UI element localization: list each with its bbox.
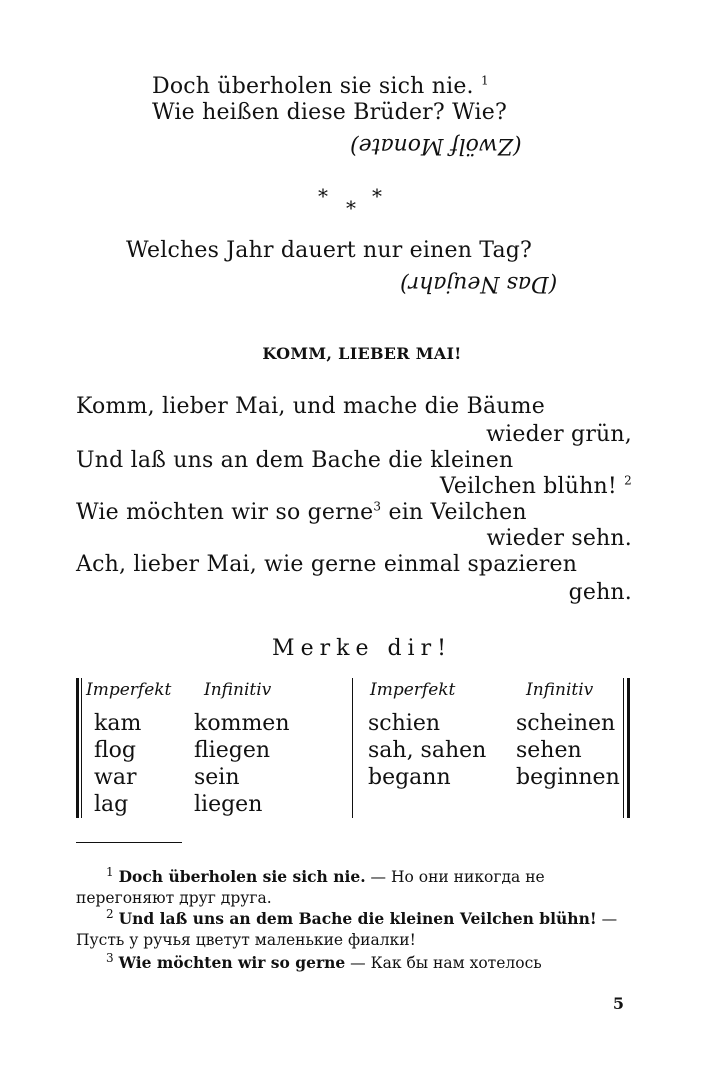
footnote-1-translation: — Но они никогда не перегоняют друг друга. <box>76 868 545 907</box>
separator-star-3: * <box>372 184 382 208</box>
poem-line-3-cont: wieder sehn. <box>486 526 632 551</box>
footnote-2-german: Und laß uns an dem Bache die kleinen Veilchen blühn! <box>118 909 597 928</box>
right-row-3-infinitiv: beginnen <box>516 765 620 790</box>
separator-star-2: * <box>346 196 356 220</box>
merke-heading: Merke dir! <box>272 636 452 661</box>
left-row-3-infinitiv: sein <box>194 765 240 790</box>
footnote-ref-2: 2 <box>624 473 632 488</box>
left-row-1-imperfekt: kam <box>94 711 142 736</box>
page-number: 5 <box>612 994 624 1013</box>
left-row-4-imperfekt: lag <box>94 792 129 817</box>
riddle1-line1 <box>152 74 489 100</box>
footnote-2-translation: — Пусть у ручья цветут маленькие фиалки! <box>76 910 618 949</box>
right-row-1-infinitiv: scheinen <box>516 711 616 736</box>
poem-line-2-cont-text: Veilchen blühn! <box>439 474 617 499</box>
footnote-ref-1: 1 <box>480 73 489 88</box>
table-middle-divider <box>352 678 353 818</box>
verb-table <box>76 678 632 818</box>
right-row-1-imperfekt: schien <box>368 711 441 736</box>
table-left-border <box>76 678 79 818</box>
right-row-2-imperfekt: sah, sahen <box>368 738 487 763</box>
riddle1-line1-text: Doch überholen sie sich nie. <box>152 74 474 99</box>
footnote-1-number: 1 <box>106 864 114 879</box>
poem-line-1: Komm, lieber Mai, und mache die Bäume <box>76 394 545 419</box>
footnote-1 <box>76 866 632 909</box>
poem-line-3 <box>76 500 527 526</box>
poem-line-2: Und laß uns an dem Bache die kleinen <box>76 448 514 473</box>
footnote-ref-3: 3 <box>373 499 382 514</box>
footnote-rule <box>76 842 182 843</box>
table-left-border-thin <box>81 678 82 818</box>
footnote-3-translation: — Как бы нам хотелось <box>345 954 542 972</box>
riddle2-answer-upside-down: (Das Neujahr) <box>400 271 558 296</box>
footnote-3-number: 3 <box>106 950 114 965</box>
right-header-imperfekt: Imperfekt <box>370 680 456 700</box>
footnote-2 <box>76 908 632 951</box>
footnote-3-german: Wie möchten wir so gerne <box>118 953 346 972</box>
poem-line-4-cont: gehn. <box>568 580 632 605</box>
poem-line-3-part-a: Wie möchten wir so gerne <box>76 500 374 525</box>
riddle1-line2: Wie heißen diese Brüder? Wie? <box>152 100 507 125</box>
left-header-infinitiv: Infinitiv <box>204 680 272 700</box>
footnote-2-number: 2 <box>106 906 114 921</box>
poem-line-2-cont <box>440 474 632 500</box>
riddle2-line1: Welches Jahr dauert nur einen Tag? <box>126 238 533 263</box>
right-row-2-infinitiv: sehen <box>516 738 582 763</box>
right-header-infinitiv: Infinitiv <box>526 680 594 700</box>
left-row-2-imperfekt: flog <box>94 738 137 763</box>
footnote-1-german: Doch überholen sie sich nie. <box>118 867 366 886</box>
table-right-border-thin <box>623 678 624 818</box>
left-row-4-infinitiv: liegen <box>194 792 263 817</box>
footnote-3 <box>76 952 632 974</box>
poem-line-4: Ach, lieber Mai, wie gerne einmal spazieren <box>76 552 578 577</box>
left-header-imperfekt: Imperfekt <box>86 680 172 700</box>
poem-line-3-part-b: ein Veilchen <box>388 500 527 525</box>
poem-title: KOMM, LIEBER MAI! <box>262 344 462 363</box>
separator-star-1: * <box>318 184 328 208</box>
poem-line-1-cont: wieder grün, <box>486 422 632 447</box>
table-right-border <box>627 678 630 818</box>
left-row-3-imperfekt: war <box>94 765 137 790</box>
left-row-2-infinitiv: fliegen <box>194 738 271 763</box>
left-row-1-infinitiv: kommen <box>194 711 290 736</box>
right-row-3-imperfekt: begann <box>368 765 451 790</box>
riddle1-answer-upside-down: (Zwölf Monate) <box>350 133 522 158</box>
